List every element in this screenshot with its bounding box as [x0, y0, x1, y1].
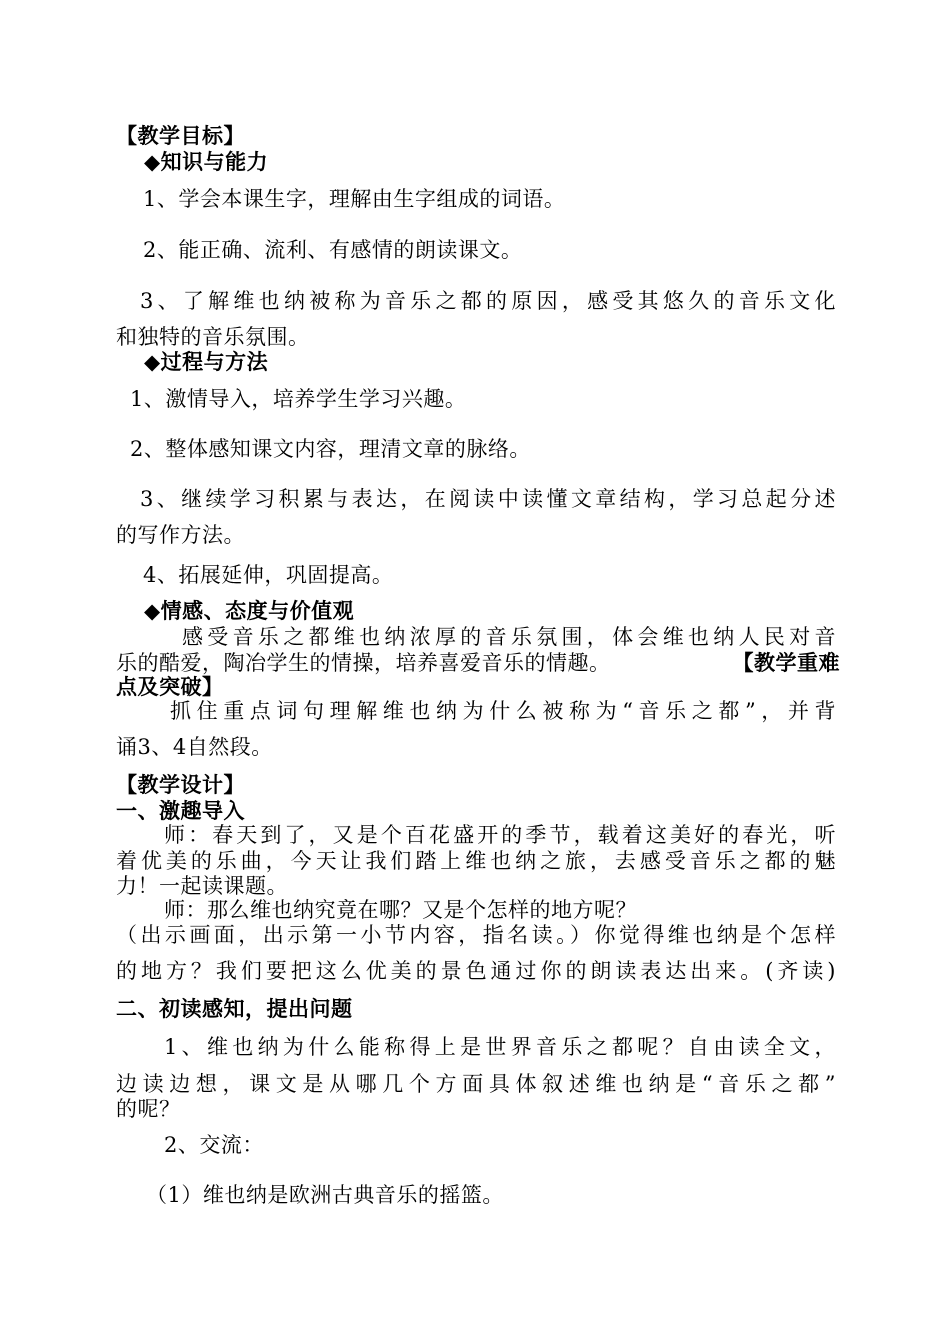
part1-line-5: （出示画面，出示第一小节内容，指名读。）你觉得维也纳是个怎样	[116, 923, 836, 947]
knowledge-item-2: 2、能正确、流利、有感情的朗读课文。	[143, 238, 523, 262]
process-item-3-line1: 3、继续学习积累与表达，在阅读中读懂文章结构，学习总起分述	[140, 487, 836, 511]
knowledge-item-3-line2: 和独特的音乐氛围。	[116, 325, 310, 349]
knowledge-item-3-line1: 3、了解维也纳被称为音乐之都的原因，感受其悠久的音乐文化	[140, 289, 836, 313]
process-method-heading: ◆过程与方法	[144, 350, 269, 374]
process-item-2: 2、整体感知课文内容，理清文章的脉络。	[130, 437, 531, 461]
knowledge-item-1: 1、学会本课生字，理解由生字组成的词语。	[143, 187, 566, 211]
part1-line-1: 师：春天到了，又是个百花盛开的季节，载着这美好的春光，听	[164, 823, 836, 847]
part1-line-6: 的地方？我们要把这么优美的景色通过你的朗读表达出来。(齐读)	[116, 959, 836, 983]
key-points-line-1: 抓住重点词句理解维也纳为什么被称为“音乐之都”，并背	[170, 699, 836, 723]
part2-heading: 二、初读感知，提出问题	[116, 997, 353, 1021]
part2-line-1: 1、维也纳为什么能称得上是世界音乐之都呢？自由读全文，	[164, 1035, 836, 1059]
part2-line-2: 边读边想，课文是从哪几个方面具体叙述维也纳是“音乐之都”	[116, 1072, 836, 1096]
part2-line-4: 2、交流：	[164, 1133, 264, 1157]
part2-line-5: （1）维也纳是欧洲古典音乐的摇篮。	[146, 1183, 504, 1207]
part1-line-3: 力！一起读课题。	[116, 874, 288, 898]
process-item-4: 4、拓展延伸，巩固提高。	[143, 563, 394, 587]
process-item-1: 1、激情导入，培养学生学习兴趣。	[130, 387, 467, 411]
design-heading: 【教学设计】	[116, 773, 245, 797]
knowledge-ability-heading: ◆知识与能力	[144, 150, 269, 174]
emotion-line-1: 感受音乐之都维也纳浓厚的音乐氛围，体会维也纳人民对音	[182, 625, 836, 649]
key-points-heading-part1: 【教学重难	[732, 651, 840, 675]
part1-line-2: 着优美的乐曲，今天让我们踏上维也纳之旅，去感受音乐之都的魅	[116, 849, 836, 873]
key-points-line-2: 诵3、4自然段。	[116, 735, 273, 759]
process-item-3-line2: 的写作方法。	[116, 523, 245, 547]
key-points-heading-part2: 点及突破】	[116, 675, 224, 699]
part1-line-4: 师：那么维也纳究竟在哪？又是个怎样的地方呢？	[164, 898, 637, 922]
emotion-line-2-row	[116, 650, 840, 676]
emotion-attitude-heading: ◆情感、态度与价值观	[144, 599, 355, 623]
part2-line-3: 的呢？	[116, 1097, 181, 1121]
part1-heading: 一、激趣导入	[116, 799, 245, 823]
objectives-heading: 【教学目标】	[116, 124, 245, 148]
emotion-line-2: 乐的酷爱，陶冶学生的情操，培养喜爱音乐的情趣。	[116, 651, 611, 675]
